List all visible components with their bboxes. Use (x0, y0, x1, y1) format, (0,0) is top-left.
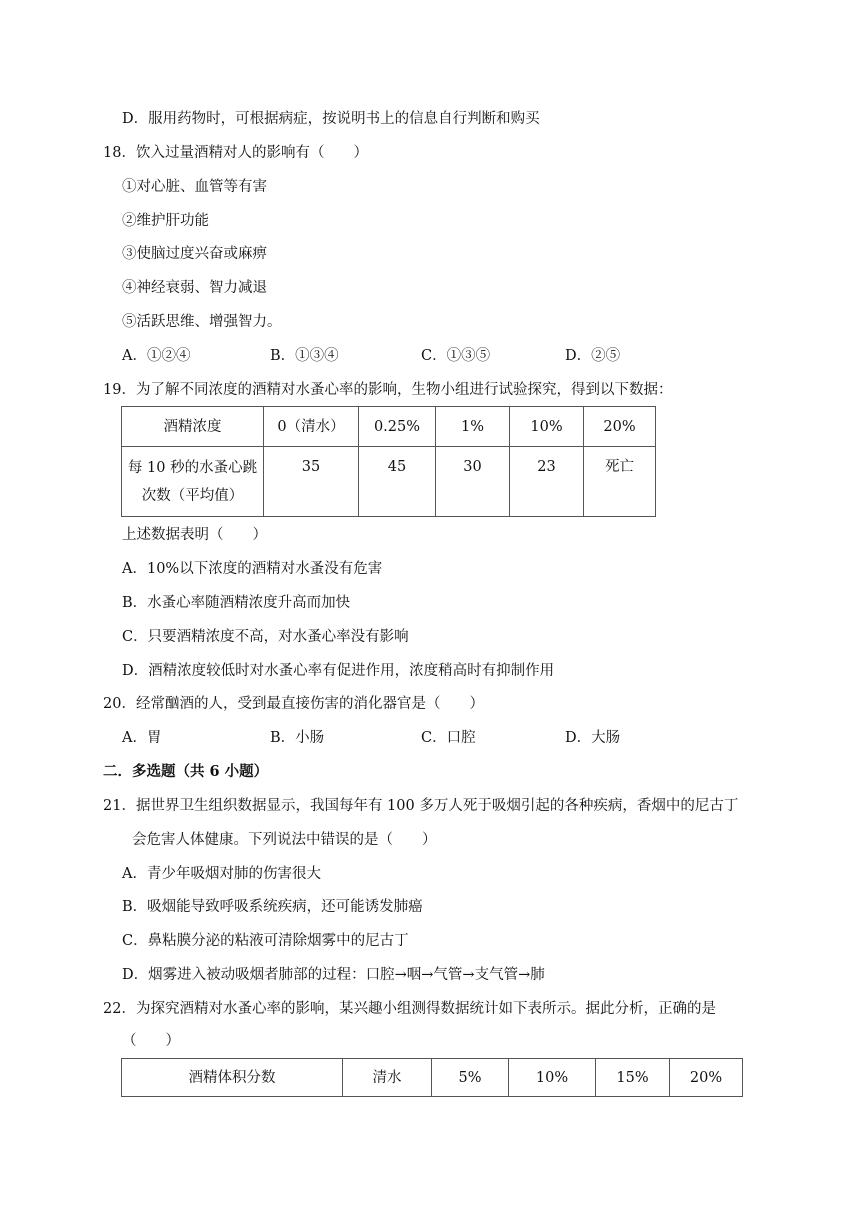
q20-option-a: A．胃 (122, 730, 162, 746)
q22-header-cell: 酒精体积分数 (122, 1059, 343, 1097)
q20-options (122, 728, 742, 748)
q19-data-table (121, 406, 656, 517)
q19-value-cell: 30 (436, 447, 510, 517)
q19-row-label (122, 447, 264, 517)
q19-stem: 19．为了解不同浓度的酒精对水蚤心率的影响，生物小组进行试验探究，得到以下数据： (103, 382, 673, 398)
q22-header-cell: 清水 (343, 1059, 432, 1097)
section-title: 二．多选题（共 6 小题） (103, 763, 269, 780)
q18-item-4: ④神经衰弱、智力减退 (122, 280, 267, 296)
q18-item-3: ③使脑过度兴奋或麻痹 (122, 246, 267, 262)
q19-header-cell: 20% (584, 407, 656, 447)
q19-value-cell: 45 (359, 447, 436, 517)
q21-option-a: A．青少年吸烟对肺的伤害很大 (122, 866, 321, 882)
q18-options (122, 346, 742, 366)
q22-header-cell: 15% (596, 1059, 670, 1097)
q20-stem: 20．经常酗酒的人，受到最直接伤害的消化器官是（ ） (103, 696, 484, 712)
q21-stem-line1: 21．据世界卫生组织数据显示，我国每年有 100 多万人死于吸烟引起的各种疾病，香烟中的尼古丁 (103, 798, 739, 814)
q19-option-c: C．只要酒精浓度不高，对水蚤心率没有影响 (122, 629, 409, 645)
q19-header-cell: 0（清水） (264, 407, 359, 447)
q19-value-cell: 死亡 (584, 447, 656, 517)
q19-row-label-line2: 次数（平均值） (141, 487, 244, 504)
q18-option-b: B．①③④ (270, 348, 339, 364)
q19-value-cell: 35 (264, 447, 359, 517)
q18-item-5: ⑤活跃思维、增强智力。 (122, 314, 282, 330)
q18-item-2: ②维护肝功能 (122, 213, 209, 229)
q19-header-cell: 1% (436, 407, 510, 447)
q21-stem-line2: 会危害人体健康。下列说法中错误的是（ ） (132, 832, 437, 848)
q19-value-cell: 23 (510, 447, 584, 517)
q20-option-b: B．小肠 (270, 730, 325, 746)
q20-option-d: D．大肠 (565, 730, 621, 746)
q22-header-cell: 20% (670, 1059, 743, 1097)
q17-option-d: D．服用药物时，可根据病症，按说明书上的信息自行判断和购买 (122, 111, 540, 127)
q22-stem: 22．为探究酒精对水蚤心率的影响，某兴趣小组测得数据统计如下表所示。据此分析，正确的是 (103, 1001, 716, 1017)
q21-option-b: B．吸烟能导致呼吸系统疾病，还可能诱发肺癌 (122, 899, 423, 915)
q19-option-a: A．10%以下浓度的酒精对水蚤没有危害 (122, 561, 383, 577)
q19-option-d: D．酒精浓度较低时对水蚤心率有促进作用，浓度稍高时有抑制作用 (122, 663, 555, 679)
q22-header-cell: 10% (509, 1059, 596, 1097)
q19-header-cell: 0.25% (359, 407, 436, 447)
q21-option-c: C．鼻粘膜分泌的粘液可清除烟雾中的尼古丁 (122, 933, 409, 949)
q19-followup: 上述数据表明（ ） (122, 527, 267, 543)
q18-item-1: ①对心脏、血管等有害 (122, 179, 267, 195)
q19-header-cell: 酒精浓度 (122, 407, 264, 447)
q22-data-table (121, 1058, 743, 1097)
q18-stem: 18．饮入过量酒精对人的影响有（ ） (103, 145, 368, 161)
q22-answer-paren: （ ） (122, 1033, 180, 1049)
q22-header-cell: 5% (432, 1059, 509, 1097)
q19-option-b: B．水蚤心率随酒精浓度升高而加快 (122, 595, 351, 611)
q18-option-a: A．①②④ (122, 348, 191, 364)
q20-option-c: C．口腔 (421, 730, 476, 746)
q21-option-d: D．烟雾进入被动吸烟者肺部的过程：口腔→咽→气管→支气管→肺 (122, 967, 545, 983)
q18-option-c: C．①③⑤ (421, 348, 491, 364)
q18-option-d: D．②⑤ (565, 348, 621, 364)
q19-header-cell: 10% (510, 407, 584, 447)
q19-row-label-line1: 每 10 秒的水蚤心跳 (127, 459, 258, 476)
